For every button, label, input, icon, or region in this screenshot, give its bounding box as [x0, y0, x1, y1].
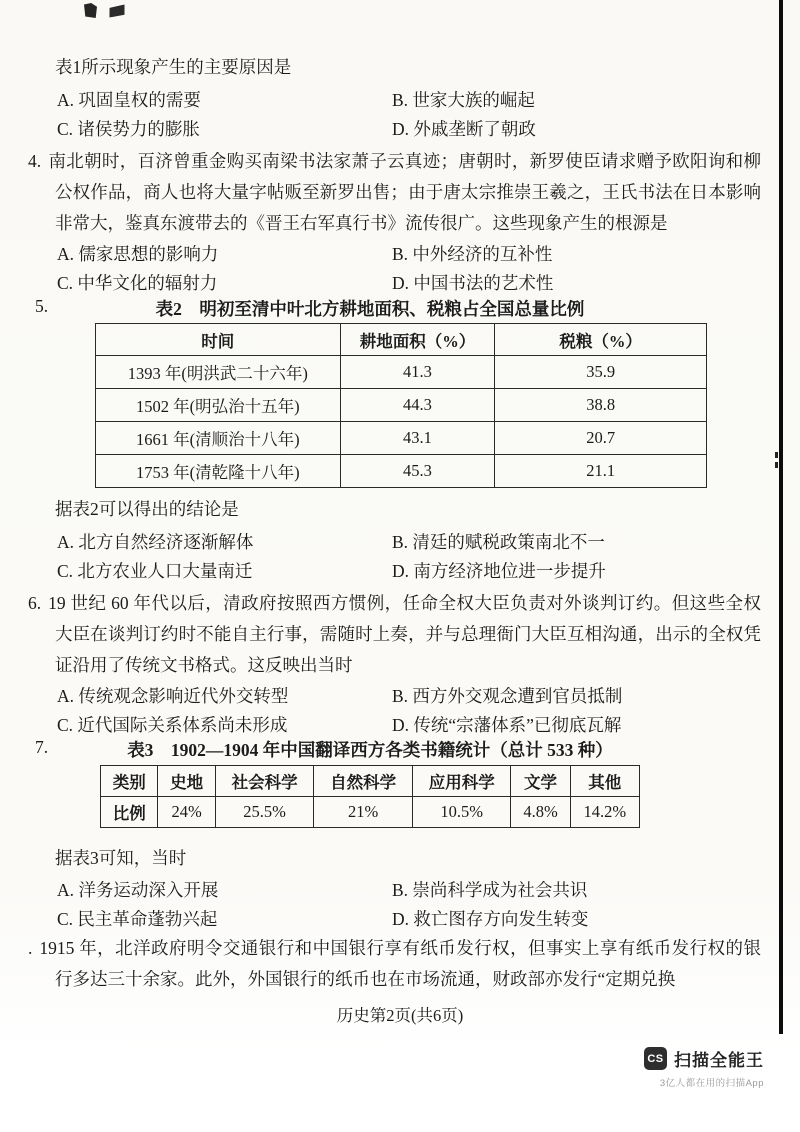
table-header: 自然科学 — [314, 766, 413, 797]
question-6-stem: 6. 19 世纪 60 年代以后，清政府按照西方惯例，任命全权大臣负责对外谈判订约。但这些全权大臣在谈判订约时不能自主行事，需随时上奏，并与总理衙门大臣互相沟通，出示的全权凭证沿用了传统文书格式。这反映出当时 — [28, 593, 761, 675]
question-3-stem: 表1所示现象产生的主要原因是 — [55, 57, 292, 77]
table-header: 文学 — [511, 766, 570, 797]
option-a: A. 传统观念影响近代外交转型 — [57, 686, 289, 706]
table-row — [96, 455, 707, 488]
table-cell: 35.9 — [495, 356, 707, 389]
question-number: 5. — [35, 296, 49, 316]
question-7-followup: 据表3可知，当时 — [55, 848, 187, 868]
table-row — [96, 324, 707, 356]
option-d: D. 中国书法的艺术性 — [392, 273, 554, 293]
table-header: 应用科学 — [412, 766, 511, 797]
table-header: 耕地面积（%） — [340, 324, 495, 356]
scanner-logo-row — [644, 1046, 764, 1071]
table-row — [96, 389, 707, 422]
option-d: D. 救亡图存方向发生转变 — [392, 909, 589, 929]
table-cell: 24% — [158, 797, 215, 828]
scan-artifact-mark — [109, 4, 126, 17]
table-cell: 1661 年(清顺治十八年) — [96, 422, 341, 455]
table-cell: 10.5% — [412, 797, 511, 828]
question-number: 6. — [28, 593, 42, 613]
option-row — [57, 682, 777, 711]
table-row-label: 比例 — [101, 797, 158, 828]
table-cell: 20.7 — [495, 422, 707, 455]
table-cell: 21% — [314, 797, 413, 828]
option-a: A. 北方自然经济逐渐解体 — [57, 532, 254, 552]
scanner-app-tagline: 3亿人都在用的扫描App — [659, 1078, 764, 1089]
table-row — [101, 766, 640, 797]
option-c: C. 民主革命蓬勃兴起 — [57, 909, 218, 929]
table-header: 税粮（%） — [495, 324, 707, 356]
table-cell: 43.1 — [340, 422, 495, 455]
option-row — [57, 269, 777, 298]
table-cell: 38.8 — [495, 389, 707, 422]
option-a: A. 儒家思想的影响力 — [57, 244, 219, 264]
table-header: 史地 — [158, 766, 215, 797]
option-a: A. 巩固皇权的需要 — [57, 90, 201, 110]
table-2-title: 5. 表2 明初至清中叶北方耕地面积、税粮占全国总量比例 — [35, 296, 585, 319]
question-4-options — [57, 240, 777, 298]
scan-edge-tick — [775, 452, 778, 458]
scan-artifact-mark — [84, 3, 97, 18]
option-d: D. 外戚垄断了朝政 — [392, 119, 536, 139]
table-cell: 1393 年(明洪武二十六年) — [96, 356, 341, 389]
option-b: B. 中外经济的互补性 — [392, 244, 553, 264]
table-cell: 14.2% — [570, 797, 639, 828]
scanner-app-name: 扫描全能王 — [674, 1051, 764, 1070]
option-row — [57, 905, 777, 934]
question-7-options — [57, 876, 777, 934]
table-row — [101, 797, 640, 828]
question-5-followup: 据表2可以得出的结论是 — [55, 499, 239, 519]
option-row — [57, 240, 777, 269]
option-row — [57, 557, 777, 586]
table-cell: 25.5% — [215, 797, 314, 828]
question-number: 4. — [28, 151, 42, 171]
table-cell: 44.3 — [340, 389, 495, 422]
table-cell: 1502 年(明弘治十五年) — [96, 389, 341, 422]
option-c: C. 近代国际关系体系尚未形成 — [57, 715, 288, 735]
option-d: D. 南方经济地位进一步提升 — [392, 561, 606, 581]
option-row — [57, 86, 777, 115]
table-header: 类别 — [101, 766, 158, 797]
question-number: . — [28, 938, 33, 958]
option-b: B. 世家大族的崛起 — [392, 90, 535, 110]
table-header: 社会科学 — [215, 766, 314, 797]
option-b: B. 西方外交观念遭到官员抵制 — [392, 686, 623, 706]
table-cell: 4.8% — [511, 797, 570, 828]
page-footer: 历史第2页(共6页) — [336, 1006, 464, 1025]
question-5-options — [57, 528, 777, 586]
option-row — [57, 711, 777, 740]
option-c: C. 中华文化的辐射力 — [57, 273, 218, 293]
option-row — [57, 876, 777, 905]
option-row — [57, 528, 777, 557]
question-6-options — [57, 682, 777, 740]
table-2 — [95, 323, 707, 488]
table-cell: 45.3 — [340, 455, 495, 488]
question-4-stem: 4. 南北朝时，百济曾重金购买南梁书法家萧子云真迹；唐朝时，新罗使臣请求赠予欧阳询和柳公权作品，商人也将大量字帖贩至新罗出售；由于唐太宗推崇王羲之，王氏书法在日本影响非常大，鉴真东渡带去的《晋王右军真行书》流传很广。这些现象产生的根源是 — [28, 151, 761, 233]
question-8-stem: . 1915 年，北洋政府明令交通银行和中国银行享有纸币发行权，但事实上享有纸币发行权的银行多达三十余家。此外，外国银行的纸币也在市场流通，财政部亦发行“定期兑换 — [28, 938, 761, 989]
scanner-app-logo — [644, 1046, 764, 1089]
table-cell: 21.1 — [495, 455, 707, 488]
table-header: 时间 — [96, 324, 341, 356]
table-3 — [100, 765, 640, 828]
table-header: 其他 — [570, 766, 639, 797]
table-3-title: 7. 表3 1902—1904 年中国翻译西方各类书籍统计（总计 533 种） — [35, 737, 613, 760]
option-row — [57, 115, 777, 144]
question-3-options — [57, 86, 777, 144]
option-b: B. 清廷的赋税政策南北不一 — [392, 532, 605, 552]
table-row — [96, 422, 707, 455]
table-cell: 1753 年(清乾隆十八年) — [96, 455, 341, 488]
option-d: D. 传统“宗藩体系”已彻底瓦解 — [392, 715, 622, 735]
option-a: A. 洋务运动深入开展 — [57, 880, 219, 900]
cs-logo-icon: CS — [644, 1047, 667, 1070]
option-c: C. 北方农业人口大量南迁 — [57, 561, 253, 581]
option-b: B. 崇尚科学成为社会共识 — [392, 880, 588, 900]
option-c: C. 诸侯势力的膨胀 — [57, 119, 200, 139]
table-cell: 41.3 — [340, 356, 495, 389]
scan-edge-line — [779, 0, 783, 1034]
table-row — [96, 356, 707, 389]
question-number: 7. — [35, 737, 49, 757]
